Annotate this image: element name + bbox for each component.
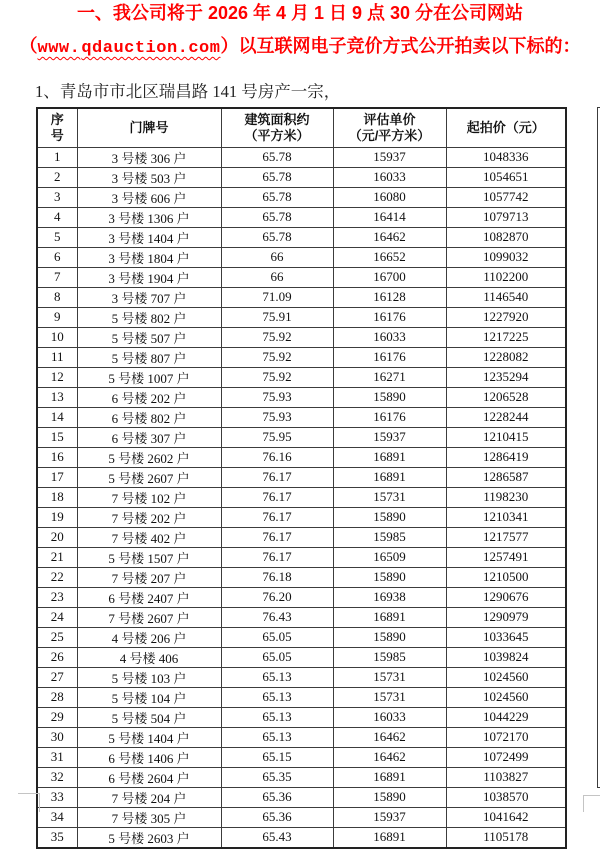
table-cell-price: 16652: [333, 247, 446, 267]
table-cell-price: 16938: [333, 587, 446, 607]
header-cell-line: 序: [50, 112, 64, 128]
heading-line-2: [0, 36, 600, 59]
header-cell-line: 评估单价: [363, 112, 416, 128]
table-cell-door: 5 号楼 2607 户: [77, 467, 221, 487]
table-row: [37, 307, 566, 327]
table-cell-price: 16462: [333, 227, 446, 247]
table-cell-price: 16891: [333, 827, 446, 848]
table-cell-price: 15890: [333, 507, 446, 527]
table-row: [37, 807, 566, 827]
header-cell-price: [333, 108, 446, 147]
table-cell-start: 1099032: [446, 247, 566, 267]
table-row: [37, 647, 566, 667]
table-row: [37, 787, 566, 807]
table-cell-area: 75.92: [221, 367, 333, 387]
table-cell-start: 1286587: [446, 467, 566, 487]
table-row: [37, 767, 566, 787]
table-cell-price: 15985: [333, 527, 446, 547]
table-cell-area: 76.43: [221, 607, 333, 627]
table-cell-area: 75.95: [221, 427, 333, 447]
table-cell-door: 7 号楼 207 户: [77, 567, 221, 587]
table-cell-start: 1210341: [446, 507, 566, 527]
heading-line-1: 一、我公司将于 2026 年 4 月 1 日 9 点 30 分在公司网站: [76, 3, 524, 23]
table-row: [37, 367, 566, 387]
table-row: [37, 207, 566, 227]
table-cell-no: 34: [37, 807, 77, 827]
table-cell-start: 1079713: [446, 207, 566, 227]
table-cell-door: 5 号楼 1404 户: [77, 727, 221, 747]
table-row: [37, 527, 566, 547]
table-cell-start: 1082870: [446, 227, 566, 247]
table-header: [37, 108, 566, 147]
table-row: [37, 227, 566, 247]
table-row: [37, 167, 566, 187]
table-cell-no: 2: [37, 167, 77, 187]
table-cell-start: 1146540: [446, 287, 566, 307]
table-cell-price: 16271: [333, 367, 446, 387]
table-cell-area: 65.15: [221, 747, 333, 767]
table-cell-start: 1072170: [446, 727, 566, 747]
table-cell-start: 1038570: [446, 787, 566, 807]
table-cell-price: 15890: [333, 567, 446, 587]
table-cell-area: 65.35: [221, 767, 333, 787]
table-cell-no: 15: [37, 427, 77, 447]
table-cell-start: 1033645: [446, 627, 566, 647]
table-cell-price: 16414: [333, 207, 446, 227]
table-cell-door: 5 号楼 1007 户: [77, 367, 221, 387]
table-cell-no: 4: [37, 207, 77, 227]
table-cell-start: 1286419: [446, 447, 566, 467]
table-cell-price: 16176: [333, 347, 446, 367]
table-cell-area: 75.93: [221, 387, 333, 407]
table-cell-price: 16509: [333, 547, 446, 567]
table-cell-start: 1210415: [446, 427, 566, 447]
table-cell-area: 65.13: [221, 687, 333, 707]
table-cell-door: 4 号楼 406: [77, 647, 221, 667]
table-cell-area: 76.18: [221, 567, 333, 587]
table-cell-start: 1024560: [446, 687, 566, 707]
heading-line-2-rest: ）以互联网电子竞价方式公开拍卖以下标的：: [220, 36, 581, 56]
table-cell-door: 3 号楼 1904 户: [77, 267, 221, 287]
table-cell-door: 3 号楼 1804 户: [77, 247, 221, 267]
table-row: [37, 607, 566, 627]
table-cell-price: 15731: [333, 687, 446, 707]
table-cell-area: 75.92: [221, 327, 333, 347]
table-cell-price: 16033: [333, 707, 446, 727]
table-cell-door: 3 号楼 606 户: [77, 187, 221, 207]
table-cell-price: 15731: [333, 667, 446, 687]
table-cell-price: 16462: [333, 727, 446, 747]
table-cell-door: 5 号楼 807 户: [77, 347, 221, 367]
table-cell-area: 65.13: [221, 707, 333, 727]
header-cell-no: [37, 108, 77, 147]
header-cell-area: [221, 108, 333, 147]
table-cell-price: 15985: [333, 647, 446, 667]
heading-paren-open: （: [19, 36, 38, 56]
table-cell-start: 1210500: [446, 567, 566, 587]
table-cell-price: 16700: [333, 267, 446, 287]
url-www-part: www.: [37, 39, 81, 58]
table-cell-area: 65.36: [221, 787, 333, 807]
table-row: [37, 267, 566, 287]
table-cell-area: 65.05: [221, 647, 333, 667]
table-cell-area: 65.36: [221, 807, 333, 827]
table-cell-door: 6 号楼 1406 户: [77, 747, 221, 767]
table-cell-start: 1054651: [446, 167, 566, 187]
table-cell-door: 6 号楼 2604 户: [77, 767, 221, 787]
table-cell-area: 65.78: [221, 167, 333, 187]
table-cell-price: 16080: [333, 187, 446, 207]
table-cell-area: 76.17: [221, 527, 333, 547]
table-cell-area: 65.05: [221, 627, 333, 647]
table-cell-door: 5 号楼 504 户: [77, 707, 221, 727]
table-cell-no: 13: [37, 387, 77, 407]
table-cell-price: 15731: [333, 487, 446, 507]
table-cell-door: 5 号楼 2602 户: [77, 447, 221, 467]
table-cell-door: 5 号楼 1507 户: [77, 547, 221, 567]
table-cell-no: 3: [37, 187, 77, 207]
table-cell-price: 16128: [333, 287, 446, 307]
table-cell-start: 1217577: [446, 527, 566, 547]
table-cell-door: 7 号楼 102 户: [77, 487, 221, 507]
table-cell-no: 1: [37, 147, 77, 167]
table-cell-no: 35: [37, 827, 77, 848]
table-cell-no: 27: [37, 667, 77, 687]
table-cell-no: 31: [37, 747, 77, 767]
table-cell-price: 15890: [333, 387, 446, 407]
table-row: [37, 727, 566, 747]
table-row: [37, 387, 566, 407]
table-row: [37, 447, 566, 467]
table-cell-door: 5 号楼 802 户: [77, 307, 221, 327]
table-row: [37, 547, 566, 567]
table-cell-price: 16033: [333, 167, 446, 187]
table-cell-door: 3 号楼 503 户: [77, 167, 221, 187]
table-cell-start: 1227920: [446, 307, 566, 327]
table-cell-start: 1228082: [446, 347, 566, 367]
table-cell-door: 5 号楼 103 户: [77, 667, 221, 687]
table-cell-area: 65.43: [221, 827, 333, 848]
auction-lots-table: [36, 107, 567, 849]
table-cell-area: 76.16: [221, 447, 333, 467]
table-cell-price: 15890: [333, 787, 446, 807]
table-cell-start: 1103827: [446, 767, 566, 787]
table-cell-start: 1048336: [446, 147, 566, 167]
table-cell-door: 3 号楼 1306 户: [77, 207, 221, 227]
table-cell-no: 25: [37, 627, 77, 647]
table-cell-start: 1024560: [446, 667, 566, 687]
page-margin-mark-bottom-right: [583, 795, 600, 812]
table-cell-door: 6 号楼 2407 户: [77, 587, 221, 607]
table-cell-start: 1217225: [446, 327, 566, 347]
table-cell-area: 76.17: [221, 507, 333, 527]
table-cell-no: 19: [37, 507, 77, 527]
table-row: [37, 327, 566, 347]
table-cell-start: 1290979: [446, 607, 566, 627]
table-row: [37, 747, 566, 767]
table-cell-no: 18: [37, 487, 77, 507]
table-cell-door: 5 号楼 507 户: [77, 327, 221, 347]
table-cell-price: 16891: [333, 607, 446, 627]
table-row: [37, 587, 566, 607]
table-cell-start: 1257491: [446, 547, 566, 567]
table-row: [37, 147, 566, 167]
table-cell-price: 16176: [333, 407, 446, 427]
table-cell-start: 1290676: [446, 587, 566, 607]
table-cell-door: 6 号楼 307 户: [77, 427, 221, 447]
table-cell-area: 75.93: [221, 407, 333, 427]
table-cell-area: 66: [221, 267, 333, 287]
table-cell-door: 3 号楼 306 户: [77, 147, 221, 167]
table-cell-door: 7 号楼 305 户: [77, 807, 221, 827]
table-cell-door: 7 号楼 2607 户: [77, 607, 221, 627]
table-cell-no: 21: [37, 547, 77, 567]
table-cell-start: 1228244: [446, 407, 566, 427]
table-cell-price: 15937: [333, 147, 446, 167]
table-cell-area: 65.13: [221, 727, 333, 747]
table-cell-door: 7 号楼 204 户: [77, 787, 221, 807]
table-cell-no: 24: [37, 607, 77, 627]
table-cell-price: 16891: [333, 467, 446, 487]
table-cell-no: 9: [37, 307, 77, 327]
header-cell-line: 门牌号: [129, 120, 169, 135]
lot-subtitle: 1、青岛市市北区瑞昌路 141 号房产一宗，: [35, 82, 341, 101]
table-cell-start: 1235294: [446, 367, 566, 387]
table-row: [37, 507, 566, 527]
table-cell-no: 5: [37, 227, 77, 247]
table-cell-start: 1198230: [446, 487, 566, 507]
table-cell-no: 22: [37, 567, 77, 587]
table-cell-price: 16462: [333, 747, 446, 767]
table-row: [37, 627, 566, 647]
table-cell-door: 3 号楼 1404 户: [77, 227, 221, 247]
table-cell-no: 17: [37, 467, 77, 487]
table-row: [37, 687, 566, 707]
table-row: [37, 567, 566, 587]
table-cell-start: 1044229: [446, 707, 566, 727]
table-cell-no: 32: [37, 767, 77, 787]
table-cell-door: 7 号楼 402 户: [77, 527, 221, 547]
header-cell-line: （元/平方米）: [348, 127, 431, 143]
header-cell-door: [77, 108, 221, 147]
auction-heading: [0, 3, 600, 71]
table-cell-door: 6 号楼 802 户: [77, 407, 221, 427]
header-cell-line: 号: [50, 127, 64, 143]
table-cell-area: 76.17: [221, 487, 333, 507]
table-row: [37, 187, 566, 207]
table-cell-no: 33: [37, 787, 77, 807]
table-cell-price: 15890: [333, 627, 446, 647]
table-cell-no: 12: [37, 367, 77, 387]
table-cell-area: 75.91: [221, 307, 333, 327]
table-cell-no: 11: [37, 347, 77, 367]
table-cell-start: 1072499: [446, 747, 566, 767]
table-cell-start: 1206528: [446, 387, 566, 407]
table-cell-no: 8: [37, 287, 77, 307]
table-row: [37, 667, 566, 687]
table-cell-start: 1102200: [446, 267, 566, 287]
table-cell-area: 65.78: [221, 147, 333, 167]
table-row: [37, 467, 566, 487]
table-cell-area: 75.92: [221, 347, 333, 367]
table-cell-price: 15937: [333, 427, 446, 447]
table-header-row: [37, 108, 566, 147]
table-cell-area: 76.17: [221, 467, 333, 487]
table-cell-no: 30: [37, 727, 77, 747]
table-cell-price: 16033: [333, 327, 446, 347]
table-cell-area: 71.09: [221, 287, 333, 307]
table-cell-no: 7: [37, 267, 77, 287]
table-row: [37, 287, 566, 307]
table-cell-no: 16: [37, 447, 77, 467]
table-row: [37, 407, 566, 427]
table-cell-door: 4 号楼 206 户: [77, 627, 221, 647]
table-cell-area: 65.78: [221, 187, 333, 207]
table-cell-door: 5 号楼 2603 户: [77, 827, 221, 848]
table-cell-door: 3 号楼 707 户: [77, 287, 221, 307]
table-cell-no: 29: [37, 707, 77, 727]
table-cell-price: 16891: [333, 447, 446, 467]
table-cell-no: 20: [37, 527, 77, 547]
header-cell-start: [446, 108, 566, 147]
table-cell-price: 15937: [333, 807, 446, 827]
auction-website-url[interactable]: [38, 39, 221, 58]
table-cell-area: 65.13: [221, 667, 333, 687]
header-cell-line: 起拍价（元）: [466, 120, 545, 135]
table-cell-start: 1041642: [446, 807, 566, 827]
table-cell-area: 66: [221, 247, 333, 267]
table-row: [37, 347, 566, 367]
table-cell-no: 10: [37, 327, 77, 347]
table-cell-door: 6 号楼 202 户: [77, 387, 221, 407]
table-cell-start: 1039824: [446, 647, 566, 667]
header-cell-line: （平方米）: [244, 127, 310, 143]
url-domain-part: qdauction.com: [81, 39, 221, 58]
table-cell-price: 16891: [333, 767, 446, 787]
table-cell-area: 65.78: [221, 227, 333, 247]
table-cell-area: 65.78: [221, 207, 333, 227]
table-cell-door: 5 号楼 104 户: [77, 687, 221, 707]
table-row: [37, 247, 566, 267]
table-cell-start: 1057742: [446, 187, 566, 207]
table-cell-no: 28: [37, 687, 77, 707]
table-cell-no: 14: [37, 407, 77, 427]
table-cell-door: 7 号楼 202 户: [77, 507, 221, 527]
header-cell-line: 建筑面积约: [244, 112, 310, 128]
table-row: [37, 707, 566, 727]
table-cell-area: 76.17: [221, 547, 333, 567]
table-cell-no: 23: [37, 587, 77, 607]
table-row: [37, 427, 566, 447]
table-cell-start: 1105178: [446, 827, 566, 848]
table-row: [37, 827, 566, 848]
table-row: [37, 487, 566, 507]
table-body: [37, 147, 566, 848]
page-margin-mark-bottom-left: [18, 793, 40, 812]
table-cell-area: 76.20: [221, 587, 333, 607]
table-cell-no: 26: [37, 647, 77, 667]
table-cell-no: 6: [37, 247, 77, 267]
table-cell-price: 16176: [333, 307, 446, 327]
